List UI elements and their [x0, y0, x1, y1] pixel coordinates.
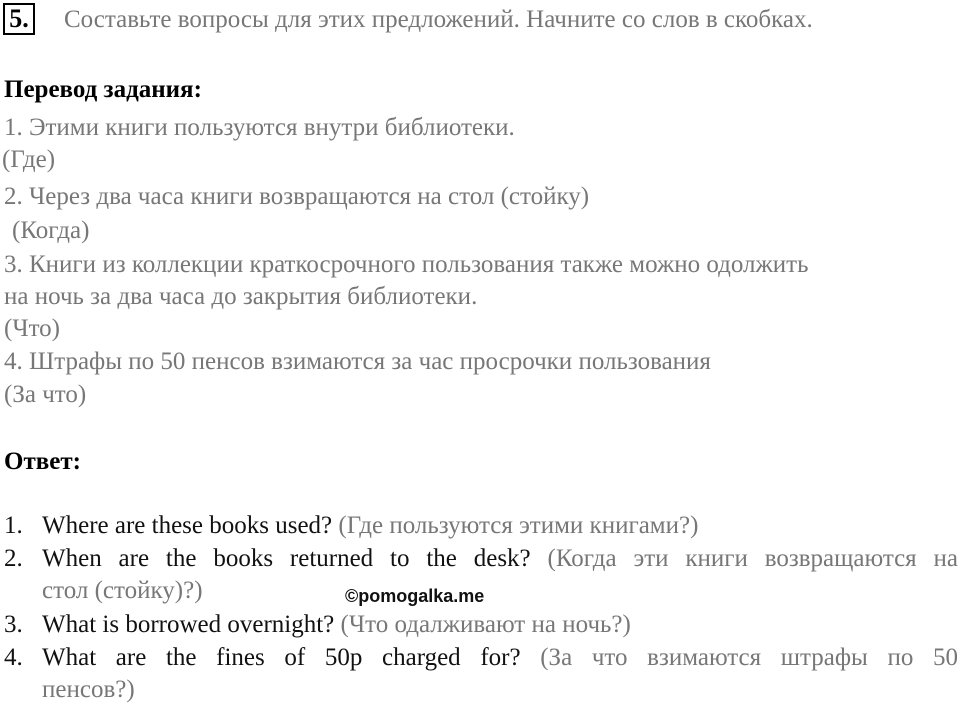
answer-russian: (Где пользуются этими книгами?)	[338, 512, 699, 539]
translation-line: 1. Этими книги пользуются внутри библиотеки.	[4, 114, 515, 141]
answer-russian: (За что взимаются штрафы по 50	[540, 644, 959, 671]
translation-line: 3. Книги из коллекции краткосрочного пользования также можно одолжить	[4, 251, 809, 278]
task-instruction: Составьте вопросы для этих предложений. Начните со слов в скобках.	[64, 6, 813, 33]
answer-number: 2.	[4, 545, 23, 572]
answer-number: 1.	[4, 512, 23, 539]
answer-russian-cont: стол (стойку)?)	[42, 577, 203, 604]
answer-number: 3.	[4, 611, 23, 638]
answer-russian: (Когда эти книги возвращаются на	[547, 545, 959, 572]
task-number: 5.	[9, 4, 29, 33]
answer-item	[42, 643, 958, 673]
translation-line: (За что)	[4, 381, 87, 408]
answer-heading: Ответ:	[4, 448, 81, 475]
task-number-box	[3, 3, 35, 35]
translation-heading: Перевод задания:	[4, 76, 202, 103]
translation-line: 4. Штрафы по 50 пенсов взимаются за час просрочки пользования	[4, 348, 711, 375]
translation-line: (Когда)	[12, 217, 90, 244]
answer-item	[42, 544, 958, 574]
answer-english: What are the fines of 50p charged for?	[42, 644, 521, 671]
answer-item	[42, 511, 698, 541]
answer-russian-cont: пенсов?)	[42, 676, 135, 703]
watermark: ©pomogalka.me	[345, 586, 485, 606]
translation-line: на ночь за два часа до закрытия библиотеки.	[4, 283, 478, 310]
answer-english: When are the books returned to the desk?	[42, 545, 531, 572]
answer-english: Where are these books used?	[42, 512, 333, 539]
translation-line: (Где)	[2, 146, 56, 173]
answer-russian: (Что одалживают на ночь?)	[340, 611, 631, 638]
answer-english: What is borrowed overnight?	[42, 611, 335, 638]
answer-number: 4.	[4, 644, 23, 671]
translation-line: 2. Через два часа книги возвращаются на стол (стойку)	[4, 183, 590, 210]
answer-item	[42, 610, 631, 640]
translation-line: (Что)	[4, 315, 60, 342]
